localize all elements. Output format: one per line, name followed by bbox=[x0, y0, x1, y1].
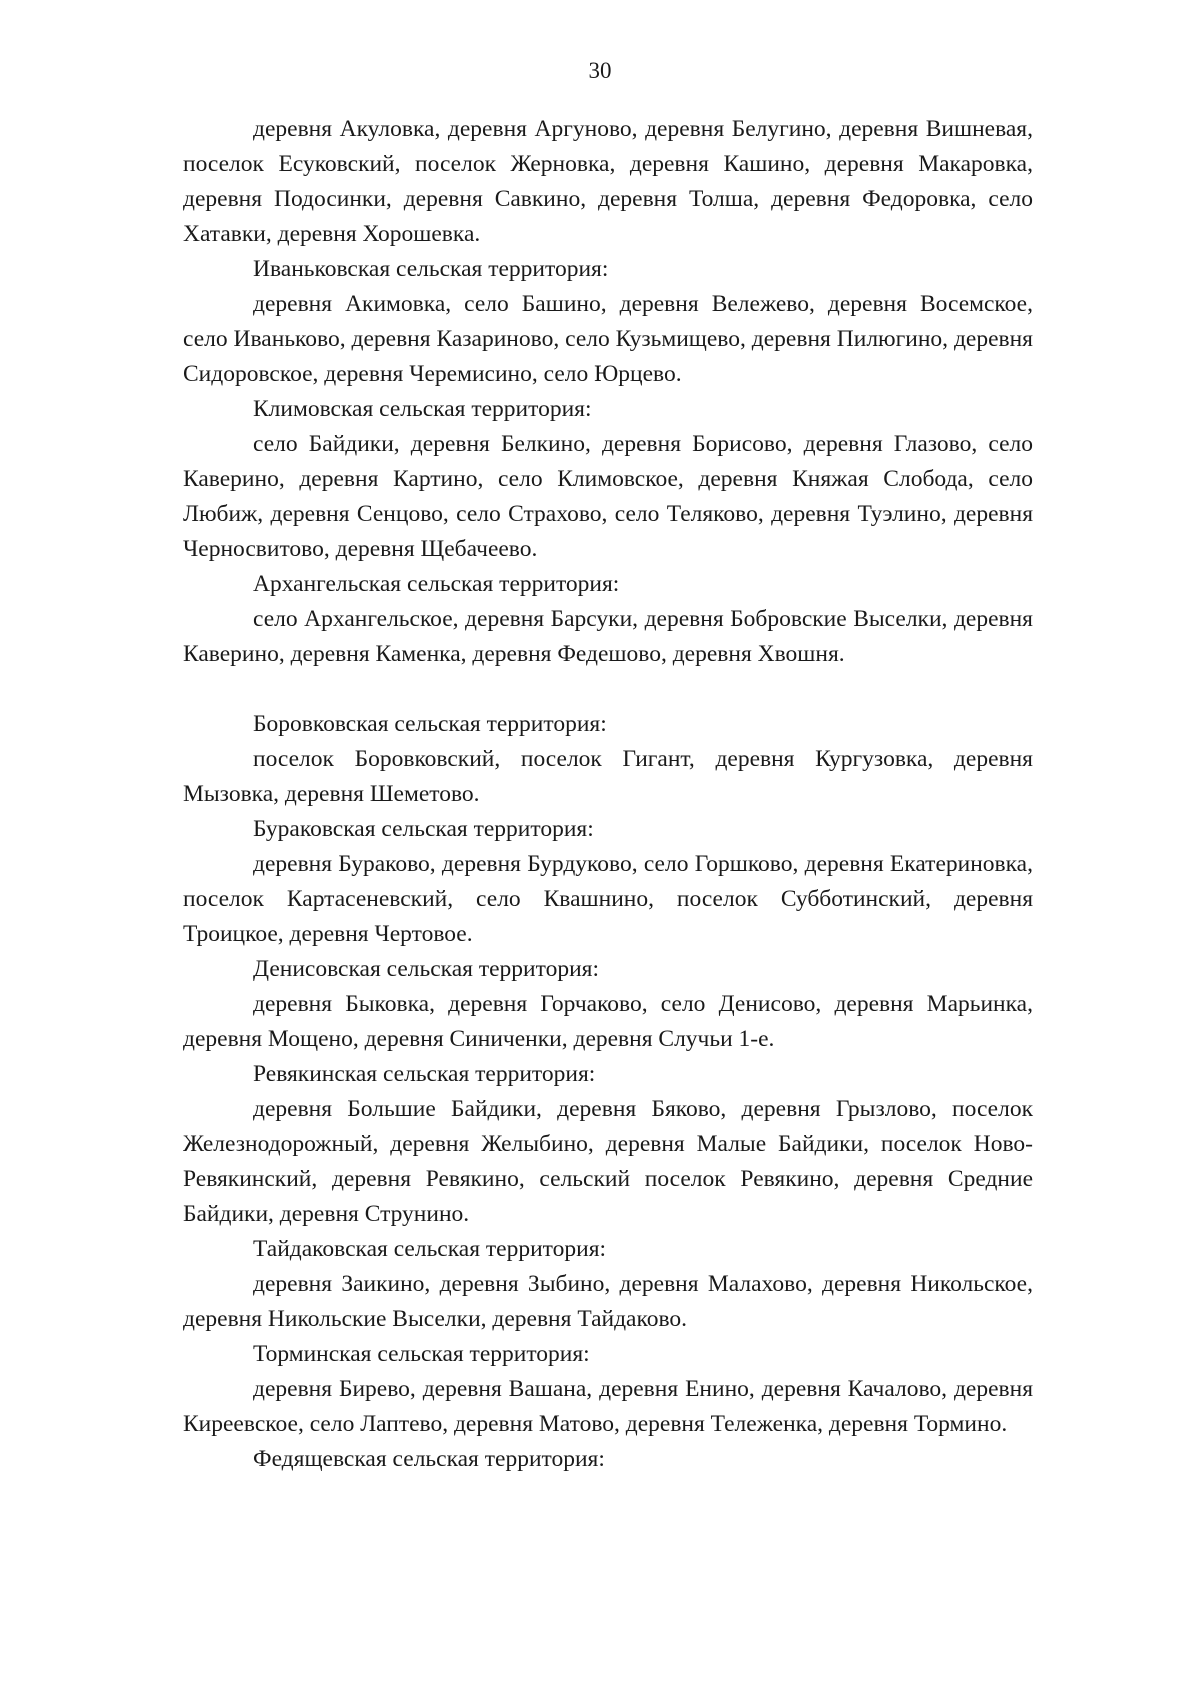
territory-heading-taydakovskaya: Тайдаковская сельская территория: bbox=[253, 1236, 607, 1262]
paragraph-settlements-list: деревня Большие Байдики, деревня Бяково, деревня Грызлово, поселок Железнодорожный, деревня Желыбино, деревня Малые Байдики, поселок Ново-Ревякинский, деревня Ревякино, сельский поселок Ревякино, деревня Средние Байдики, деревня Струнино. bbox=[183, 1096, 1033, 1227]
paragraph-settlements-list: деревня Акимовка, село Башино, деревня Вележево, деревня Восемское, село Иваньково, деревня Казариново, село Кузьмищево, деревня Пилюгино, деревня Сидоровское, деревня Черемисино, село Юрцево. bbox=[183, 291, 1033, 387]
paragraph-settlements-list: деревня Заикино, деревня Зыбино, деревня Малахово, деревня Никольское, деревня Никольские Выселки, деревня Тайдаково. bbox=[183, 1271, 1033, 1332]
paragraph-settlements-list: деревня Акуловка, деревня Аргуново, деревня Белугино, деревня Вишневая, поселок Есуковский, поселок Жерновка, деревня Кашино, деревня Макаровка, деревня Подосинки, деревня Савкино, деревня Толша, деревня Федоровка, село Хатавки, деревня Хорошевка. bbox=[183, 116, 1033, 247]
territory-heading-revyakinskaya: Ревякинская сельская территория: bbox=[253, 1061, 596, 1087]
territory-heading-fedyashchevskaya: Федящевская сельская территория: bbox=[253, 1446, 605, 1472]
territory-heading-ivankovskaya: Иваньковская сельская территория: bbox=[253, 256, 609, 282]
document-body bbox=[183, 112, 1033, 1477]
paragraph-settlements-list: деревня Быковка, деревня Горчаково, село Денисово, деревня Марьинка, деревня Мощено, деревня Синиченки, деревня Случьи 1-е. bbox=[183, 991, 1033, 1052]
paragraph-settlements-list: деревня Бирево, деревня Вашана, деревня Енино, деревня Качалово, деревня Киреевское, село Лаптево, деревня Матово, деревня Тележенка, деревня Тормино. bbox=[183, 1376, 1033, 1437]
paragraph-settlements-list: село Байдики, деревня Белкино, деревня Борисово, деревня Глазово, село Каверино, деревня Картино, село Климовское, деревня Княжая Слобода, село Любиж, деревня Сенцово, село Страхово, село Теляково, деревня Туэлино, деревня Черносвитово, деревня Щебачеево. bbox=[183, 431, 1033, 562]
page-number: 30 bbox=[588, 58, 612, 83]
paragraph-settlements-list: деревня Бураково, деревня Бурдуково, село Горшково, деревня Екатериновка, поселок Картасеневский, село Квашнино, поселок Субботинский, деревня Троицкое, деревня Чертовое. bbox=[183, 851, 1033, 947]
paragraph-settlements-list: поселок Боровковский, поселок Гигант, деревня Кургузовка, деревня Мызовка, деревня Шеметово. bbox=[183, 746, 1033, 807]
territory-heading-klimovskaya: Климовская сельская территория: bbox=[253, 396, 592, 422]
paragraph-settlements-list: село Архангельское, деревня Барсуки, деревня Бобровские Выселки, деревня Каверино, деревня Каменка, деревня Федешово, деревня Хвошня. bbox=[183, 606, 1033, 667]
territory-heading-burakovskaya: Бураковская сельская территория: bbox=[253, 816, 594, 842]
territory-heading-denisovskaya: Денисовская сельская территория: bbox=[253, 956, 599, 982]
territory-heading-arkhangelskaya: Архангельская сельская территория: bbox=[253, 571, 620, 597]
territory-heading-borovkovskaya: Боровковская сельская территория: bbox=[253, 711, 607, 737]
territory-heading-torminskaya: Торминская сельская территория: bbox=[253, 1341, 590, 1367]
